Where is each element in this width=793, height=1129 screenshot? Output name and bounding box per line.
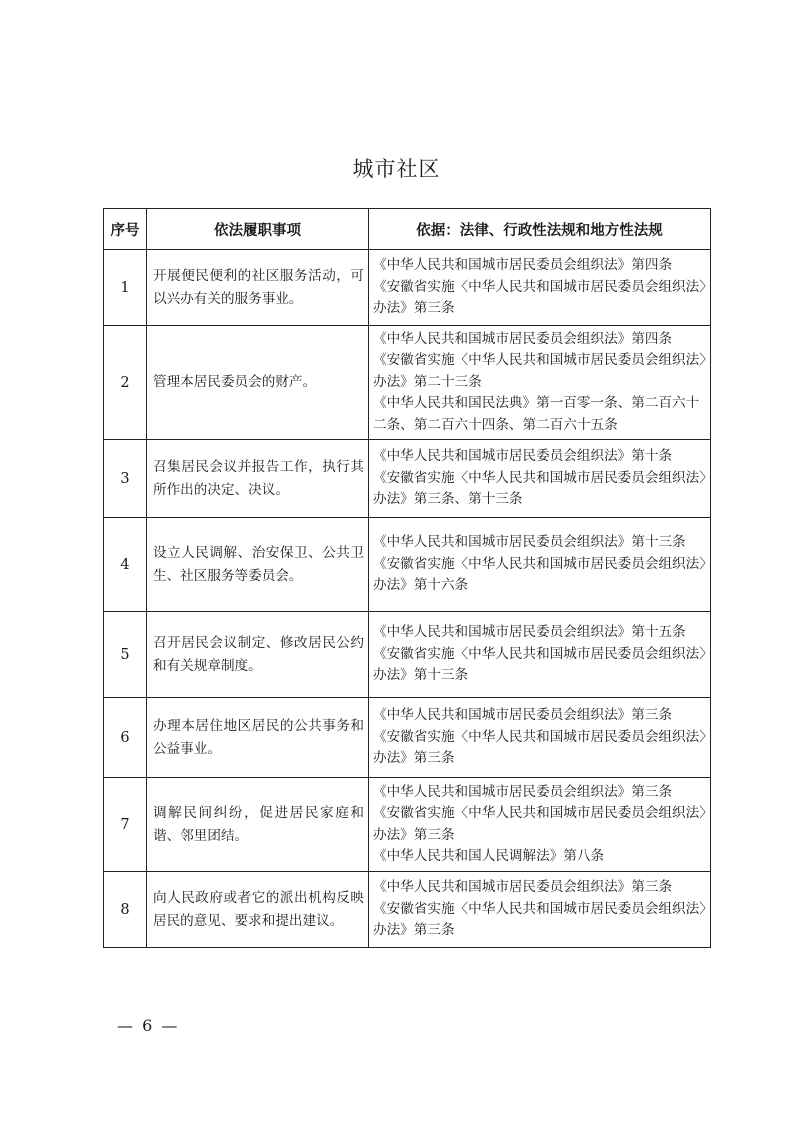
row-basis bbox=[369, 250, 711, 326]
basis-citation: 《中华人民共和国人民调解法》第八条 bbox=[373, 848, 605, 864]
header-duty: 依法履职事项 bbox=[147, 209, 369, 250]
table-row bbox=[104, 778, 711, 872]
row-basis bbox=[369, 440, 711, 518]
basis-citation: 《中华人民共和国城市居民委员会组织法》第四条 bbox=[373, 330, 673, 347]
row-number: 8 bbox=[104, 872, 147, 948]
row-duty: 向人民政府或者它的派出机构反映居民的意见、要求和提出建议。 bbox=[147, 872, 369, 948]
table-header-row bbox=[104, 209, 711, 250]
row-number: 7 bbox=[104, 778, 147, 872]
basis-citation: 《安徽省实施〈中华人民共和国城市居民委员会组织法〉办法》第十六条 bbox=[373, 555, 707, 594]
basis-citation: 《中华人民共和国城市居民委员会组织法》第十三条 bbox=[373, 534, 686, 551]
row-duty: 办理本居住地区居民的公共事务和公益事业。 bbox=[147, 698, 369, 778]
row-duty: 设立人民调解、治安保卫、公共卫生、社区服务等委员会。 bbox=[147, 518, 369, 612]
basis-citation: 《中华人民共和国民法典》第一百零一条、第二百六十二条、第二百六十四条、第二百六十五条 bbox=[373, 395, 700, 433]
table-row bbox=[104, 250, 711, 326]
row-number: 2 bbox=[104, 326, 147, 440]
basis-citation: 《安徽省实施〈中华人民共和国城市居民委员会组织法〉办法》第三条 bbox=[373, 900, 707, 939]
basis-citation: 《安徽省实施〈中华人民共和国城市居民委员会组织法〉办法》第二十三条 bbox=[373, 352, 707, 390]
basis-citation: 《安徽省实施〈中华人民共和国城市居民委员会组织法〉办法》第三条 bbox=[373, 805, 707, 843]
header-basis: 依据：法律、行政性法规和地方性法规 bbox=[369, 209, 711, 250]
row-number: 4 bbox=[104, 518, 147, 612]
row-basis bbox=[369, 612, 711, 698]
row-number: 6 bbox=[104, 698, 147, 778]
table-row bbox=[104, 612, 711, 698]
page-title: 城市社区 bbox=[352, 157, 441, 181]
header-number: 序号 bbox=[104, 209, 147, 250]
table-row bbox=[104, 518, 711, 612]
table-row bbox=[104, 872, 711, 948]
table-row bbox=[104, 440, 711, 518]
duty-table bbox=[103, 208, 711, 948]
page-number: — 6 — bbox=[117, 1016, 180, 1035]
table-row bbox=[104, 698, 711, 778]
row-basis bbox=[369, 326, 711, 440]
row-duty: 召集居民会议并报告工作，执行其所作出的决定、决议。 bbox=[147, 440, 369, 518]
row-duty: 召开居民会议制定、修改居民公约和有关规章制度。 bbox=[147, 612, 369, 698]
basis-citation: 《安徽省实施〈中华人民共和国城市居民委员会组织法〉办法》第三条 bbox=[373, 728, 707, 767]
row-number: 3 bbox=[104, 440, 147, 518]
basis-citation: 《安徽省实施〈中华人民共和国城市居民委员会组织法〉办法》第十三条 bbox=[373, 645, 707, 684]
basis-citation: 《中华人民共和国城市居民委员会组织法》第三条 bbox=[373, 707, 673, 724]
basis-citation: 《安徽省实施〈中华人民共和国城市居民委员会组织法〉办法》第三条 bbox=[373, 278, 707, 317]
row-duty: 调解民间纠纷，促进居民家庭和谐、邻里团结。 bbox=[147, 778, 369, 872]
basis-citation: 《中华人民共和国城市居民委员会组织法》第十条 bbox=[373, 448, 673, 465]
row-basis bbox=[369, 778, 711, 872]
row-duty: 开展便民便利的社区服务活动，可以兴办有关的服务事业。 bbox=[147, 250, 369, 326]
table-row bbox=[104, 326, 711, 440]
row-duty: 管理本居民委员会的财产。 bbox=[147, 326, 369, 440]
basis-citation: 《安徽省实施〈中华人民共和国城市居民委员会组织法〉办法》第三条、第十三条 bbox=[373, 469, 707, 508]
basis-citation: 《中华人民共和国城市居民委员会组织法》第四条 bbox=[373, 257, 673, 274]
basis-citation: 《中华人民共和国城市居民委员会组织法》第十五条 bbox=[373, 624, 686, 641]
basis-citation: 《中华人民共和国城市居民委员会组织法》第三条 bbox=[373, 879, 673, 896]
row-basis bbox=[369, 518, 711, 612]
row-number: 1 bbox=[104, 250, 147, 326]
row-basis bbox=[369, 698, 711, 778]
row-basis bbox=[369, 872, 711, 948]
row-number: 5 bbox=[104, 612, 147, 698]
basis-citation: 《中华人民共和国城市居民委员会组织法》第三条 bbox=[373, 783, 673, 800]
